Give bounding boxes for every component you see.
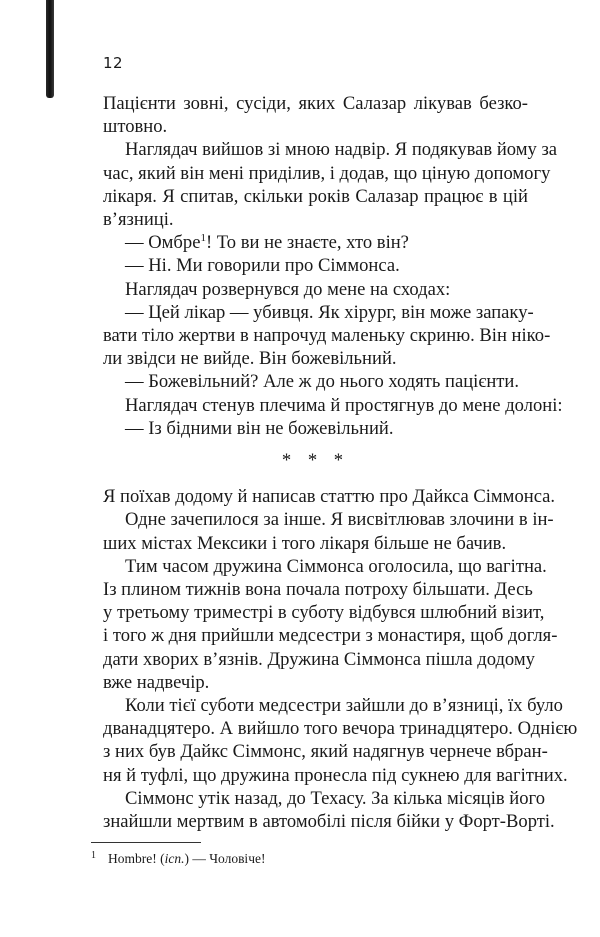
text-line: час, який він мені приділив, і додав, що ціную допомогу xyxy=(103,162,551,184)
text-block-1 xyxy=(103,92,558,231)
text-line: вже надвечір. xyxy=(103,671,210,693)
book-binding-edge xyxy=(46,0,54,98)
text-line-ombre: — Омбре$^1$! То ви не знаєте, хто він? xyxy=(125,232,409,254)
text-line: Наглядач стенув плечима й простягнув до мене долоні: xyxy=(125,394,563,416)
text-line: знайшли мертвим в автомобілі після бійки у Форт-Ворті. xyxy=(103,811,555,833)
text-line: в’язниці. xyxy=(103,209,174,231)
text-line: Пацієнти зовні, сусіди, яких Салазар лікував безко- xyxy=(103,93,528,114)
footnote xyxy=(91,851,265,867)
footnote-divider xyxy=(91,842,201,843)
footnote-language-note: ісп. xyxy=(164,851,185,866)
text-line: Наглядач вийшов зі мною надвір. Я подякував йому за xyxy=(125,139,558,161)
text-line: Одне зачепилося за інше. Я висвітлював злочини в ін- xyxy=(125,509,554,531)
text-line: ли звідси не вийде. Він божевільний. xyxy=(103,348,397,370)
text-line: лікаря. Я спитав, скільки років Салазар працює в цій xyxy=(103,185,528,207)
footnote-text: Hombre! ( xyxy=(108,851,165,866)
page-number: 12 xyxy=(103,54,124,72)
text-line: Я поїхав додому й написав статтю про Дайкса Сіммонса. xyxy=(103,486,556,508)
text-line: — Ні. Ми говорили про Сіммонса. xyxy=(125,255,400,277)
text-line: вати тіло жертви в напрочуд маленьку скриню. Він ніко- xyxy=(103,325,551,347)
text-line: Коли тієї суботи медсестри зайшли до в’язниці, їх було xyxy=(125,695,563,717)
text-block-3 xyxy=(103,485,578,833)
text-line: штовно. xyxy=(103,116,168,138)
text-line: Наглядач розвернувся до мене на сходах: xyxy=(125,278,451,300)
section-separator: * * * xyxy=(281,450,350,472)
text-line: і того ж дня прийшли медсестри з монастиря, щоб догля- xyxy=(103,625,558,647)
text-line: з них був Дайкс Сіммонс, який надягнув чернече вбран- xyxy=(103,741,548,763)
footnote-translation: ) — Чоловіче! xyxy=(184,851,266,866)
text-line: Сіммонс утік назад, до Техасу. За кілька місяців його xyxy=(125,787,546,809)
page-text xyxy=(103,92,578,833)
text-line: — Із бідними він не божевільний. xyxy=(125,417,394,439)
text-line: дванадцятеро. А вийшло того вечора тринадцятеро. Однією xyxy=(103,718,578,740)
text-line: — Цей лікар — убивця. Як хірург, він може запаку- xyxy=(125,301,534,323)
text-line: ших містах Мексики і того лікаря більше не бачив. xyxy=(103,532,507,554)
text-line: ня й туфлі, що дружина пронесла під сукнею для вагітних. xyxy=(103,764,568,786)
text-line: — Божевільний? Але ж до нього ходять пацієнти. xyxy=(125,371,519,393)
text-block-2 xyxy=(103,254,563,440)
text-line: Із плином тижнів вона почала потроху більшати. Десь xyxy=(103,579,533,601)
text-line: Тим часом дружина Сіммонса оголосила, що вагітна. xyxy=(125,555,547,577)
footnote-reference[interactable]: 1 xyxy=(200,232,206,245)
footnote-marker: 1 xyxy=(91,849,96,861)
text-line: у третьому триместрі в суботу відбувся шлюбний візит, xyxy=(103,602,545,624)
text-line: дати хворих в’язнів. Дружина Сіммонса пішла додому xyxy=(103,648,535,670)
